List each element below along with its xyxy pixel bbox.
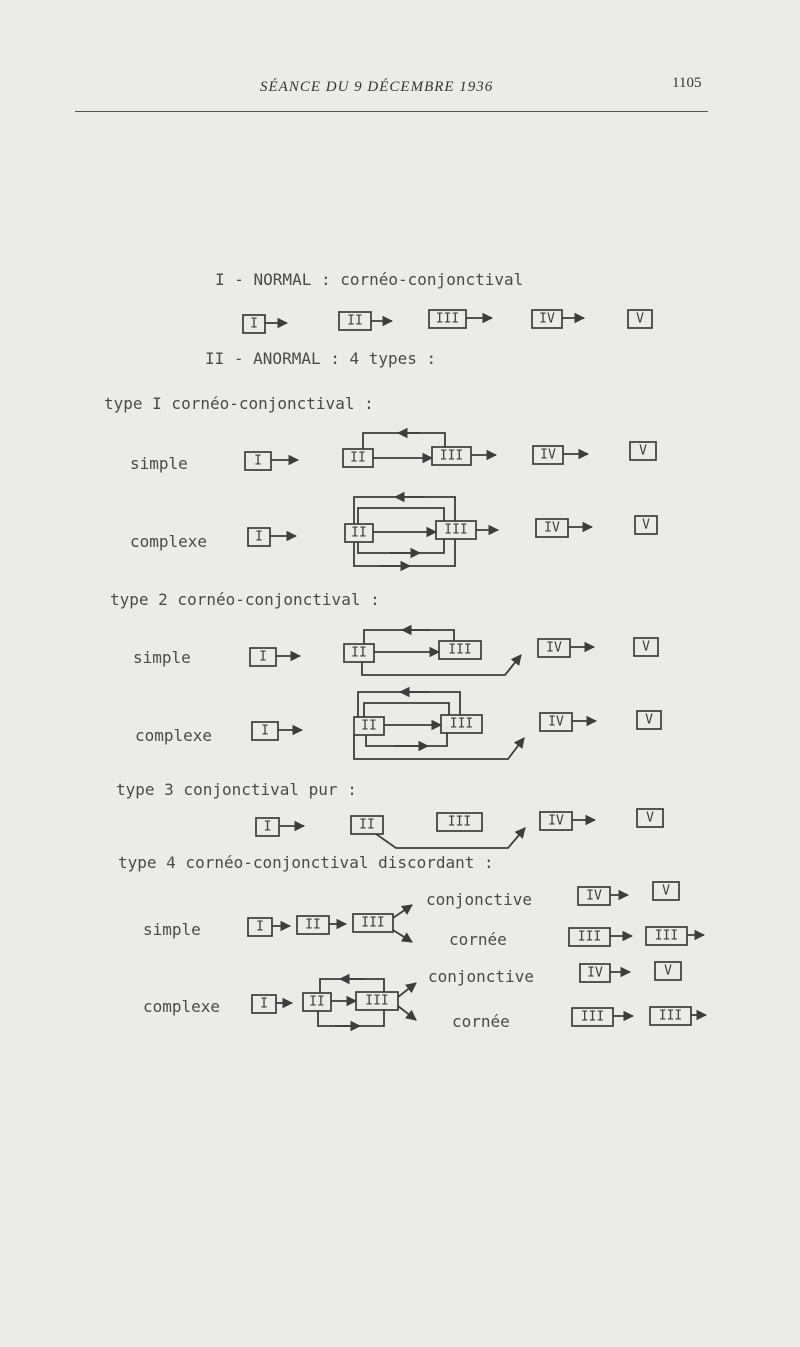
type2-simple-bypass xyxy=(362,655,521,675)
type1-complexe-box-II xyxy=(345,524,373,542)
svg-text:V: V xyxy=(636,311,644,327)
type4-complexe-cornee-box-III xyxy=(572,1008,613,1026)
type4-complexe-box-II xyxy=(303,993,331,1011)
type4-complexe-loop-top xyxy=(320,979,384,993)
svg-text:IV: IV xyxy=(540,447,556,463)
type2-simple-box-I xyxy=(250,648,276,666)
type2-complexe-loop-outer xyxy=(358,692,460,717)
svg-text:III: III xyxy=(361,915,385,931)
type3-box-V xyxy=(637,809,663,827)
type4-simple-box-III xyxy=(353,914,393,932)
svg-text:III: III xyxy=(658,1008,683,1024)
type1-simple-box-I xyxy=(245,452,271,470)
svg-text:IV: IV xyxy=(586,888,602,904)
svg-text:II: II xyxy=(309,994,325,1010)
type4-complexe-conj-label: conjonctive xyxy=(428,967,534,986)
normal-box-V xyxy=(628,310,652,328)
type2-simple-box-V xyxy=(634,638,658,656)
svg-text:I: I xyxy=(250,316,258,332)
type4-complexe-loop-bottom xyxy=(318,1010,384,1026)
type3-box-I xyxy=(256,818,279,836)
type4-complexe-label: complexe xyxy=(143,997,221,1016)
type1-complexe-box-III xyxy=(436,521,476,539)
svg-text:III: III xyxy=(448,642,472,658)
type2-simple-box-IV xyxy=(538,639,570,657)
type2-simple-box-III xyxy=(439,641,481,659)
normal-heading: I - NORMAL : cornéo-conjonctival xyxy=(215,270,524,289)
type2-simple-label: simple xyxy=(133,648,191,667)
type4-simple-cornee-box-III-2 xyxy=(646,927,687,945)
svg-text:III: III xyxy=(577,929,602,945)
type4-simple-cornee-box-III xyxy=(569,928,610,946)
svg-text:IV: IV xyxy=(587,965,603,981)
svg-text:V: V xyxy=(645,712,653,728)
type1-complexe-box-V xyxy=(635,516,657,534)
type4-simple-label: simple xyxy=(143,920,201,939)
svg-text:V: V xyxy=(664,963,672,979)
type4-simple-conj-box-V xyxy=(653,882,679,900)
svg-text:III: III xyxy=(444,522,468,538)
type4-simple-box-I xyxy=(248,918,272,936)
type4-complexe-branch-up xyxy=(398,983,416,997)
svg-text:II: II xyxy=(361,718,377,734)
type1-simple-box-II xyxy=(343,449,373,467)
stage-boxes xyxy=(243,310,691,1026)
type2-simple-box-II xyxy=(344,644,374,662)
type2-complexe-bypass xyxy=(354,735,524,759)
normal-box-I xyxy=(243,315,265,333)
type1-simple-label: simple xyxy=(130,454,188,473)
type1-complexe-box-IV xyxy=(536,519,568,537)
type3-box-II xyxy=(351,816,383,834)
type1-complexe-loop-outer xyxy=(354,497,455,524)
normal-box-IV xyxy=(532,310,562,328)
svg-text:I: I xyxy=(254,453,262,469)
svg-text:V: V xyxy=(642,639,650,655)
svg-text:II: II xyxy=(305,917,321,933)
svg-text:I: I xyxy=(256,919,264,935)
type1-complexe-loop-lower xyxy=(358,539,444,553)
type2-simple-loop-top xyxy=(364,630,454,644)
type4-heading: type 4 cornéo-conjonctival discordant : xyxy=(118,853,494,872)
type2-complexe-box-I xyxy=(252,722,278,740)
type2-complexe-box-V xyxy=(637,711,661,729)
type1-complexe-box-I xyxy=(248,528,270,546)
svg-text:III: III xyxy=(365,993,389,1009)
type4-simple-branch-down xyxy=(393,930,412,942)
svg-text:IV: IV xyxy=(539,311,555,327)
type1-complexe-loop-inner xyxy=(358,508,444,524)
type3-box-IV xyxy=(540,812,572,830)
svg-text:IV: IV xyxy=(546,640,562,656)
type2-heading: type 2 cornéo-conjonctival : xyxy=(110,590,380,609)
svg-text:I: I xyxy=(261,723,269,739)
svg-text:IV: IV xyxy=(544,520,560,536)
svg-text:V: V xyxy=(662,883,670,899)
type1-simple-box-V xyxy=(630,442,656,460)
normal-box-II xyxy=(339,312,371,330)
svg-text:III: III xyxy=(447,814,472,830)
normal-box-III xyxy=(429,310,466,328)
svg-text:I: I xyxy=(263,819,272,835)
svg-text:V: V xyxy=(646,810,654,826)
type4-complexe-box-I xyxy=(252,995,276,1013)
svg-text:III: III xyxy=(654,928,679,944)
type4-complexe-cornee-box-III-2 xyxy=(650,1007,691,1025)
svg-text:III: III xyxy=(439,448,464,464)
type1-simple-box-III xyxy=(432,447,471,465)
type3-box-III xyxy=(437,813,482,831)
svg-text:II: II xyxy=(347,313,363,329)
type4-simple-box-II xyxy=(297,916,329,934)
svg-text:II: II xyxy=(359,817,375,833)
svg-text:III: III xyxy=(449,716,474,732)
type2-complexe-box-II xyxy=(354,717,384,735)
type1-complexe-label: complexe xyxy=(130,532,208,551)
type4-complexe-conj-box-IV xyxy=(580,964,610,982)
type4-simple-conj-box-IV xyxy=(578,887,610,905)
anormal-heading: II - ANORMAL : 4 types : xyxy=(205,349,437,368)
type4-complexe-cornee-label: cornée xyxy=(452,1012,510,1031)
type1-simple-box-IV xyxy=(533,446,563,464)
svg-text:II: II xyxy=(351,525,367,541)
type2-complexe-box-IV xyxy=(540,713,572,731)
svg-text:I: I xyxy=(259,649,267,665)
svg-text:IV: IV xyxy=(548,714,564,730)
type4-complexe-conj-box-V xyxy=(655,962,681,980)
type4-simple-cornee-label: cornée xyxy=(449,930,507,949)
svg-text:III: III xyxy=(580,1009,605,1025)
type2-complexe-label: complexe xyxy=(135,726,213,745)
type4-complexe-box-III xyxy=(356,992,398,1010)
type2-complexe-box-III xyxy=(441,715,482,733)
svg-text:I: I xyxy=(255,529,263,545)
type4-complexe-branch-down xyxy=(398,1006,416,1020)
page-number: 1105 xyxy=(672,75,702,91)
type4-simple-branch-up xyxy=(393,905,412,918)
running-header: SÉANCE DU 9 DÉCEMBRE 1936 xyxy=(260,79,494,95)
svg-text:II: II xyxy=(351,645,367,661)
type4-simple-conj-label: conjonctive xyxy=(426,890,532,909)
flow-lines xyxy=(265,318,706,1026)
svg-text:I: I xyxy=(260,996,268,1012)
svg-text:V: V xyxy=(642,517,650,533)
svg-text:II: II xyxy=(350,450,366,466)
svg-text:V: V xyxy=(639,443,647,459)
svg-text:IV: IV xyxy=(548,813,564,829)
type1-heading: type I cornéo-conjonctival : xyxy=(104,394,374,413)
svg-text:III: III xyxy=(435,311,460,327)
type2-complexe-loop-inner xyxy=(364,703,449,717)
type3-heading: type 3 conjonctival pur : xyxy=(116,780,357,799)
